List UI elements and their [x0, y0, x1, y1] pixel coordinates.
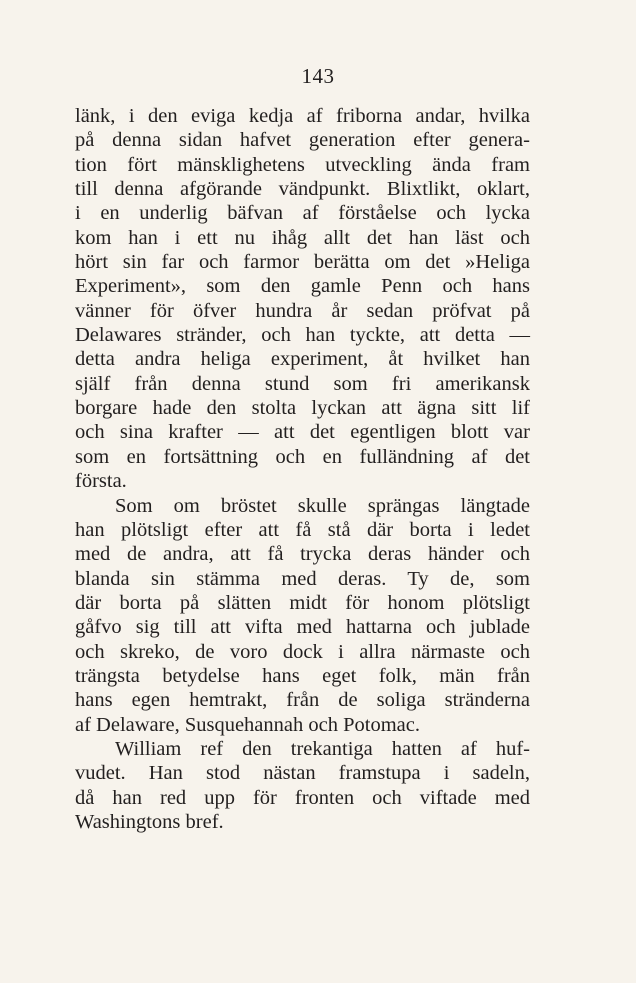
paragraph-start-line: Som om bröstet skulle sprängas längtade	[115, 494, 530, 517]
text-line: kom han i ett nu ihåg allt det han läst och	[75, 226, 530, 249]
text-line: som en fortsättning och en fulländning af det	[75, 445, 530, 468]
page-number: 143	[301, 64, 335, 88]
text-line: då han red upp för fronten och viftade med	[75, 786, 530, 809]
text-line: vudet. Han stod nästan framstupa i sadeln,	[75, 762, 530, 785]
text-line: på denna sidan hafvet generation efter genera-	[75, 129, 530, 152]
text-line: till denna afgörande vändpunkt. Blixtlikt, oklart,	[75, 178, 530, 201]
text-line: hans egen hemtrakt, från de soliga stränderna	[75, 689, 530, 712]
text-line: tion fört mänsklighetens utveckling ända fram	[75, 153, 530, 176]
text-line: och skreko, de voro dock i allra närmaste och	[75, 640, 530, 663]
text-line: länk, i den eviga kedja af friborna andar, hvilka	[75, 105, 530, 127]
text-line: borgare hade den stolta lyckan att ägna sitt lif	[75, 397, 530, 420]
text-line: i en underlig bäfvan af förståelse och lycka	[75, 202, 530, 225]
paragraph-end-line: af Delaware, Susquehannah och Potomac.	[75, 713, 420, 736]
paragraph-start-line: William ref den trekantiga hatten af huf-	[115, 737, 530, 760]
text-line: Experiment», som den gamle Penn och hans	[75, 275, 530, 298]
text-line: själf från denna stund som fri amerikansk	[75, 372, 530, 395]
text-line: gåfvo sig till att vifta med hattarna och jublade	[75, 616, 530, 639]
body-text	[75, 104, 530, 834]
paragraph-end-line: första.	[75, 470, 127, 493]
text-line: där borta på slätten midt för honom plötsligt	[75, 591, 530, 614]
text-line: detta andra heliga experiment, åt hvilket han	[75, 348, 530, 371]
text-line: vänner för öfver hundra år sedan pröfvat på	[75, 299, 530, 322]
text-line: med de andra, att få trycka deras händer och	[75, 543, 530, 566]
text-line: blanda sin stämma med deras. Ty de, som	[75, 567, 530, 590]
text-line: Delawares stränder, och han tyckte, att detta —	[75, 324, 530, 347]
text-line: han plötsligt efter att få stå där borta i ledet	[75, 518, 530, 541]
text-line: hört sin far och farmor berätta om det »Heliga	[75, 251, 530, 274]
text-line: och sina krafter — att det egentligen blott var	[75, 421, 530, 444]
paragraph-end-line: Washingtons bref.	[75, 810, 224, 833]
text-line: trängsta betydelse hans eget folk, män från	[75, 664, 530, 687]
